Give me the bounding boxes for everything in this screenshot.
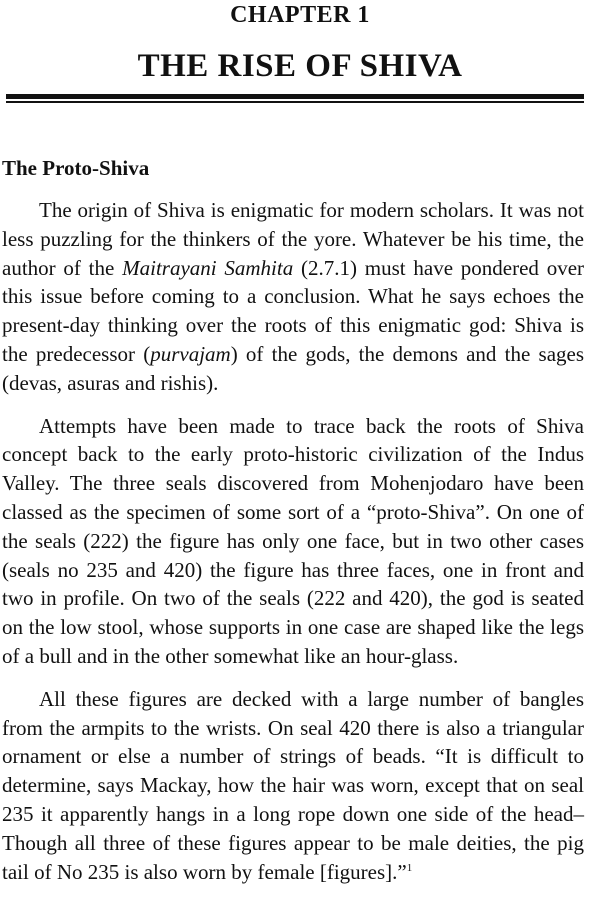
chapter-title: THE RISE OF SHIVA — [137, 48, 463, 84]
paragraph-1-text-c: ) of the gods, the demons and the sages (devas, asuras and rishis). — [2, 341, 585, 395]
paragraph-3-text: All these figures are decked with a large number of bangles from the armpits to the wrists. On seal 420 there is also a triangular ornament or else a number of strings of beads. “It is difficult to determine, says Mackay, how the hair was worn, except that on seal 235 it apparently hangs in a long rope down one side of the head–Though all three of these figures appear to be male deities, the pig tail of No 235 is also worn by female [figures].” — [2, 686, 584, 884]
paragraph-1-italic-term: purvajam — [150, 341, 231, 366]
paragraph-1-text-a: The origin of Shiva is enigmatic for modern scholars. It was not less puzzling for the thinkers of the yore. Whatever be his time, the author of the — [2, 198, 584, 280]
section-heading: The Proto-Shiva — [2, 156, 150, 180]
body-text — [2, 196, 584, 886]
title-rule-thin — [6, 101, 584, 103]
footnote-reference: 1 — [406, 861, 413, 874]
paragraph-1-italic-title: Maitrayani Samhita — [122, 255, 294, 280]
paragraph-1-text-b: (2.7.1) must have pondered over this issue before coming to a conclusion. What he says echoes the present-day thinking over the roots of this enigmatic god: Shiva is the predecessor ( — [2, 255, 585, 366]
paragraph-3 — [2, 685, 584, 887]
chapter-number: CHAPTER 1 — [230, 2, 370, 28]
title-rule-thick — [6, 94, 584, 99]
paragraph-2: Attempts have been made to trace back the roots of Shiva concept back to the early proto-historic civilization of the Indus Valley. The three seals discovered from Mohenjodaro have been classed as the specimen of some sort of a “proto-Shiva”. On one of the seals (222) the figure has only one face, but in two other cases (seals no 235 and 420) the figure has three faces, one in front and two in profile. On two of the seals (222 and 420), the god is seated on the low stool, whose supports in one case are shaped like the legs of a bull and in the other somewhat like an hour-glass. — [2, 413, 584, 668]
paragraph-1 — [2, 196, 584, 398]
